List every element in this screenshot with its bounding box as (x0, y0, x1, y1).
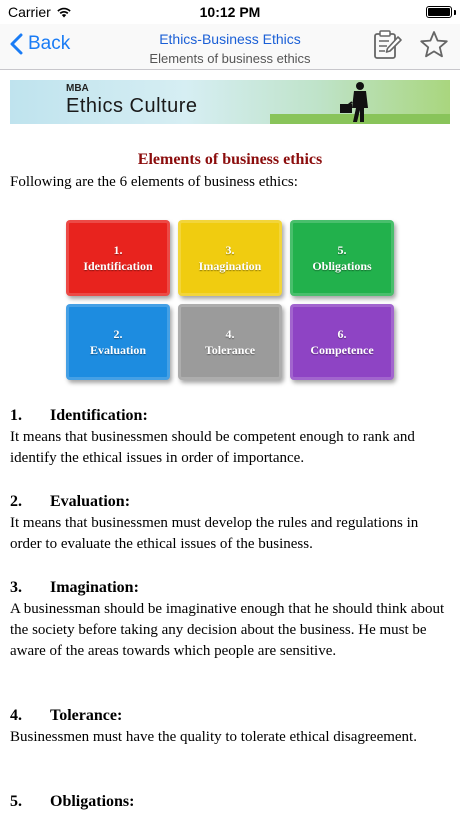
carrier-label: Carrier (8, 4, 51, 20)
section-number: 1. (10, 407, 22, 424)
section-title: Tolerance: (50, 707, 123, 724)
section-number: 2. (10, 493, 22, 510)
tile-competence (290, 304, 394, 380)
tile-number: 4. (225, 327, 235, 341)
banner-image (10, 80, 450, 124)
section-tolerance (10, 706, 450, 748)
section-body: Businessmen must have the quality to tolerate ethical disagreement. (10, 729, 417, 745)
elements-diagram (66, 220, 398, 384)
tile-imagination (178, 220, 282, 296)
tile-number: 3. (225, 243, 235, 257)
section-body: A businessman should be imaginative enough that he should think about the society before taking any decision about the business. He must be aware of the areas towards which people are sensitive. (10, 601, 445, 659)
back-label: Back (28, 33, 71, 54)
star-icon[interactable] (418, 29, 450, 61)
tile-number: 2. (113, 327, 123, 341)
nav-subtitle: Elements of business ethics (149, 51, 311, 66)
article-heading: Elements of business ethics (137, 151, 323, 168)
tile-label: Obligations (312, 259, 372, 273)
article-intro: Following are the 6 elements of business ethics: (10, 174, 298, 190)
notes-edit-icon[interactable] (371, 29, 403, 61)
chevron-left-icon (10, 33, 23, 55)
section-title: Imagination: (50, 579, 139, 596)
section-heading (10, 706, 450, 726)
battery-nub (454, 10, 456, 15)
section-heading (10, 792, 450, 812)
tile-obligations (290, 220, 394, 296)
section-number: 4. (10, 707, 22, 724)
tile-evaluation (66, 304, 170, 380)
section-evaluation (10, 492, 450, 555)
tile-tolerance (178, 304, 282, 380)
section-heading (10, 492, 450, 512)
tile-number: 5. (337, 243, 347, 257)
nav-titles (120, 30, 340, 68)
section-title: Identification: (50, 407, 148, 424)
section-obligations (10, 792, 450, 813)
nav-title: Ethics-Business Ethics (159, 31, 301, 47)
back-button[interactable] (10, 33, 70, 55)
tile-number: 1. (113, 243, 123, 257)
section-title: Evaluation: (50, 493, 131, 510)
tile-label: Imagination (198, 259, 262, 273)
tile-number: 6. (337, 327, 347, 341)
section-heading (10, 406, 450, 426)
tile-label: Tolerance (204, 343, 256, 357)
section-body: It means that businessmen must develop the rules and regulations in order to evaluate the ethical issues of the business. (10, 515, 419, 552)
battery-icon (426, 6, 452, 18)
section-identification (10, 406, 450, 469)
nav-bar (0, 24, 460, 70)
banner-title: Ethics Culture (66, 95, 198, 117)
tile-label: Competence (310, 343, 374, 357)
section-title: Obligations: (50, 793, 135, 810)
tile-identification (66, 220, 170, 296)
section-number: 5. (10, 793, 22, 810)
tile-label: Evaluation (89, 343, 146, 357)
section-heading (10, 578, 450, 598)
section-body: It means that businessmen should be competent enough to rank and identify the ethical issues in order of importance. (10, 429, 415, 466)
businessman-figure-icon (330, 80, 390, 124)
banner-small-text: MBA (66, 83, 89, 94)
tile-label: Identification (83, 259, 153, 273)
section-number: 3. (10, 579, 22, 596)
section-imagination (10, 578, 450, 662)
article-content (10, 150, 450, 810)
status-time: 10:12 PM (199, 4, 261, 20)
status-bar (0, 0, 460, 24)
